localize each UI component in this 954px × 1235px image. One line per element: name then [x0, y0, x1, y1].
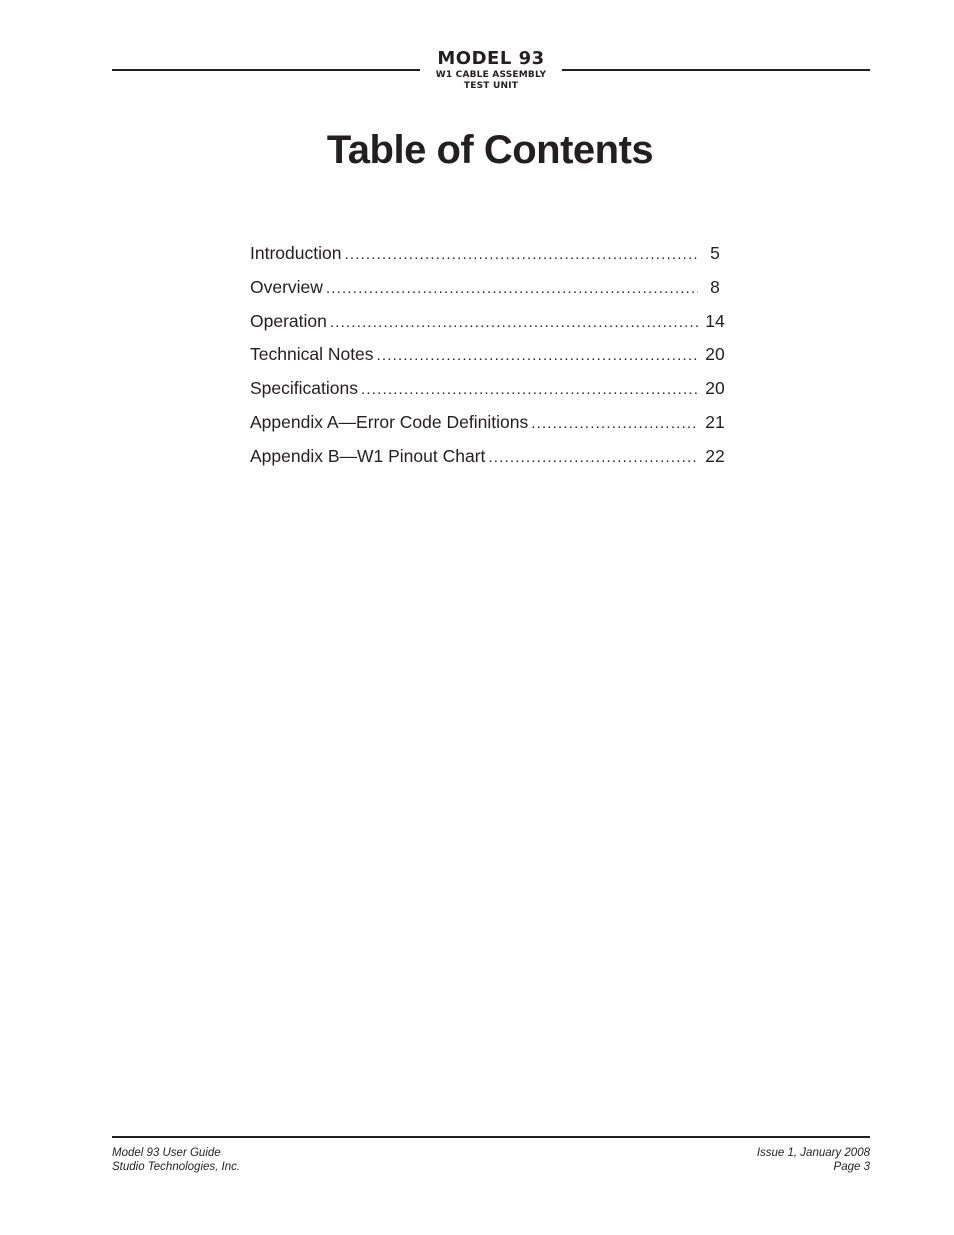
footer-issue-date: Issue 1, January 2008 [756, 1147, 870, 1159]
toc-entry-appendix-a[interactable] [250, 412, 726, 446]
footer-right [757, 1146, 870, 1174]
toc-entry-appendix-b[interactable] [250, 446, 726, 480]
toc-entry-page: 8 [710, 276, 720, 297]
toc-entry-label: Introduction [250, 243, 342, 263]
toc-entry-page: 21 [705, 411, 725, 432]
header-rule-right [562, 69, 870, 71]
toc-entry-label: Technical Notes [250, 344, 374, 365]
footer-page-number: Page 3 [833, 1161, 870, 1173]
footer-document-title: Model 93 User Guide [112, 1147, 221, 1159]
toc-dot-leader [531, 415, 698, 432]
page-title: Table of Contents [326, 128, 654, 172]
toc-dot-leader [330, 314, 698, 331]
toc-entry-operation[interactable] [250, 311, 726, 345]
toc-entry-page: 20 [705, 344, 725, 365]
toc-dot-leader [361, 381, 698, 398]
toc-entry-page: 14 [705, 310, 725, 331]
toc-entry-label: Appendix A—Error Code Definitions [250, 411, 529, 432]
toc-entry-label: Operation [250, 310, 327, 331]
toc-entry-page: 20 [705, 378, 725, 399]
product-logo [420, 50, 562, 91]
toc-entry-overview[interactable] [250, 277, 726, 311]
toc-entry-label: Appendix B—W1 Pinout Chart [250, 445, 486, 466]
toc-entry-page: 22 [705, 445, 725, 466]
footer-company-name: Studio Technologies, Inc. [112, 1161, 241, 1173]
table-of-contents [250, 243, 726, 480]
toc-dot-leader [326, 280, 698, 297]
toc-entry-specifications[interactable] [250, 378, 726, 412]
toc-entry-technical-notes[interactable] [250, 344, 726, 378]
logo-subtitle-line1: W1 CABLE ASSEMBLY [435, 70, 547, 80]
footer-left [112, 1146, 240, 1174]
toc-entry-label: Overview [250, 276, 323, 297]
toc-entry-introduction[interactable] [250, 243, 726, 277]
toc-dot-leader [344, 246, 698, 263]
toc-dot-leader [377, 347, 698, 364]
logo-model-name: MODEL 93 [437, 48, 545, 69]
logo-subtitle-line2: TEST UNIT [463, 81, 519, 91]
footer-rule [112, 1136, 870, 1138]
header-rule-left [112, 69, 420, 71]
toc-dot-leader [488, 449, 698, 466]
toc-entry-label: Specifications [250, 378, 358, 399]
toc-entry-page: 5 [710, 243, 720, 263]
